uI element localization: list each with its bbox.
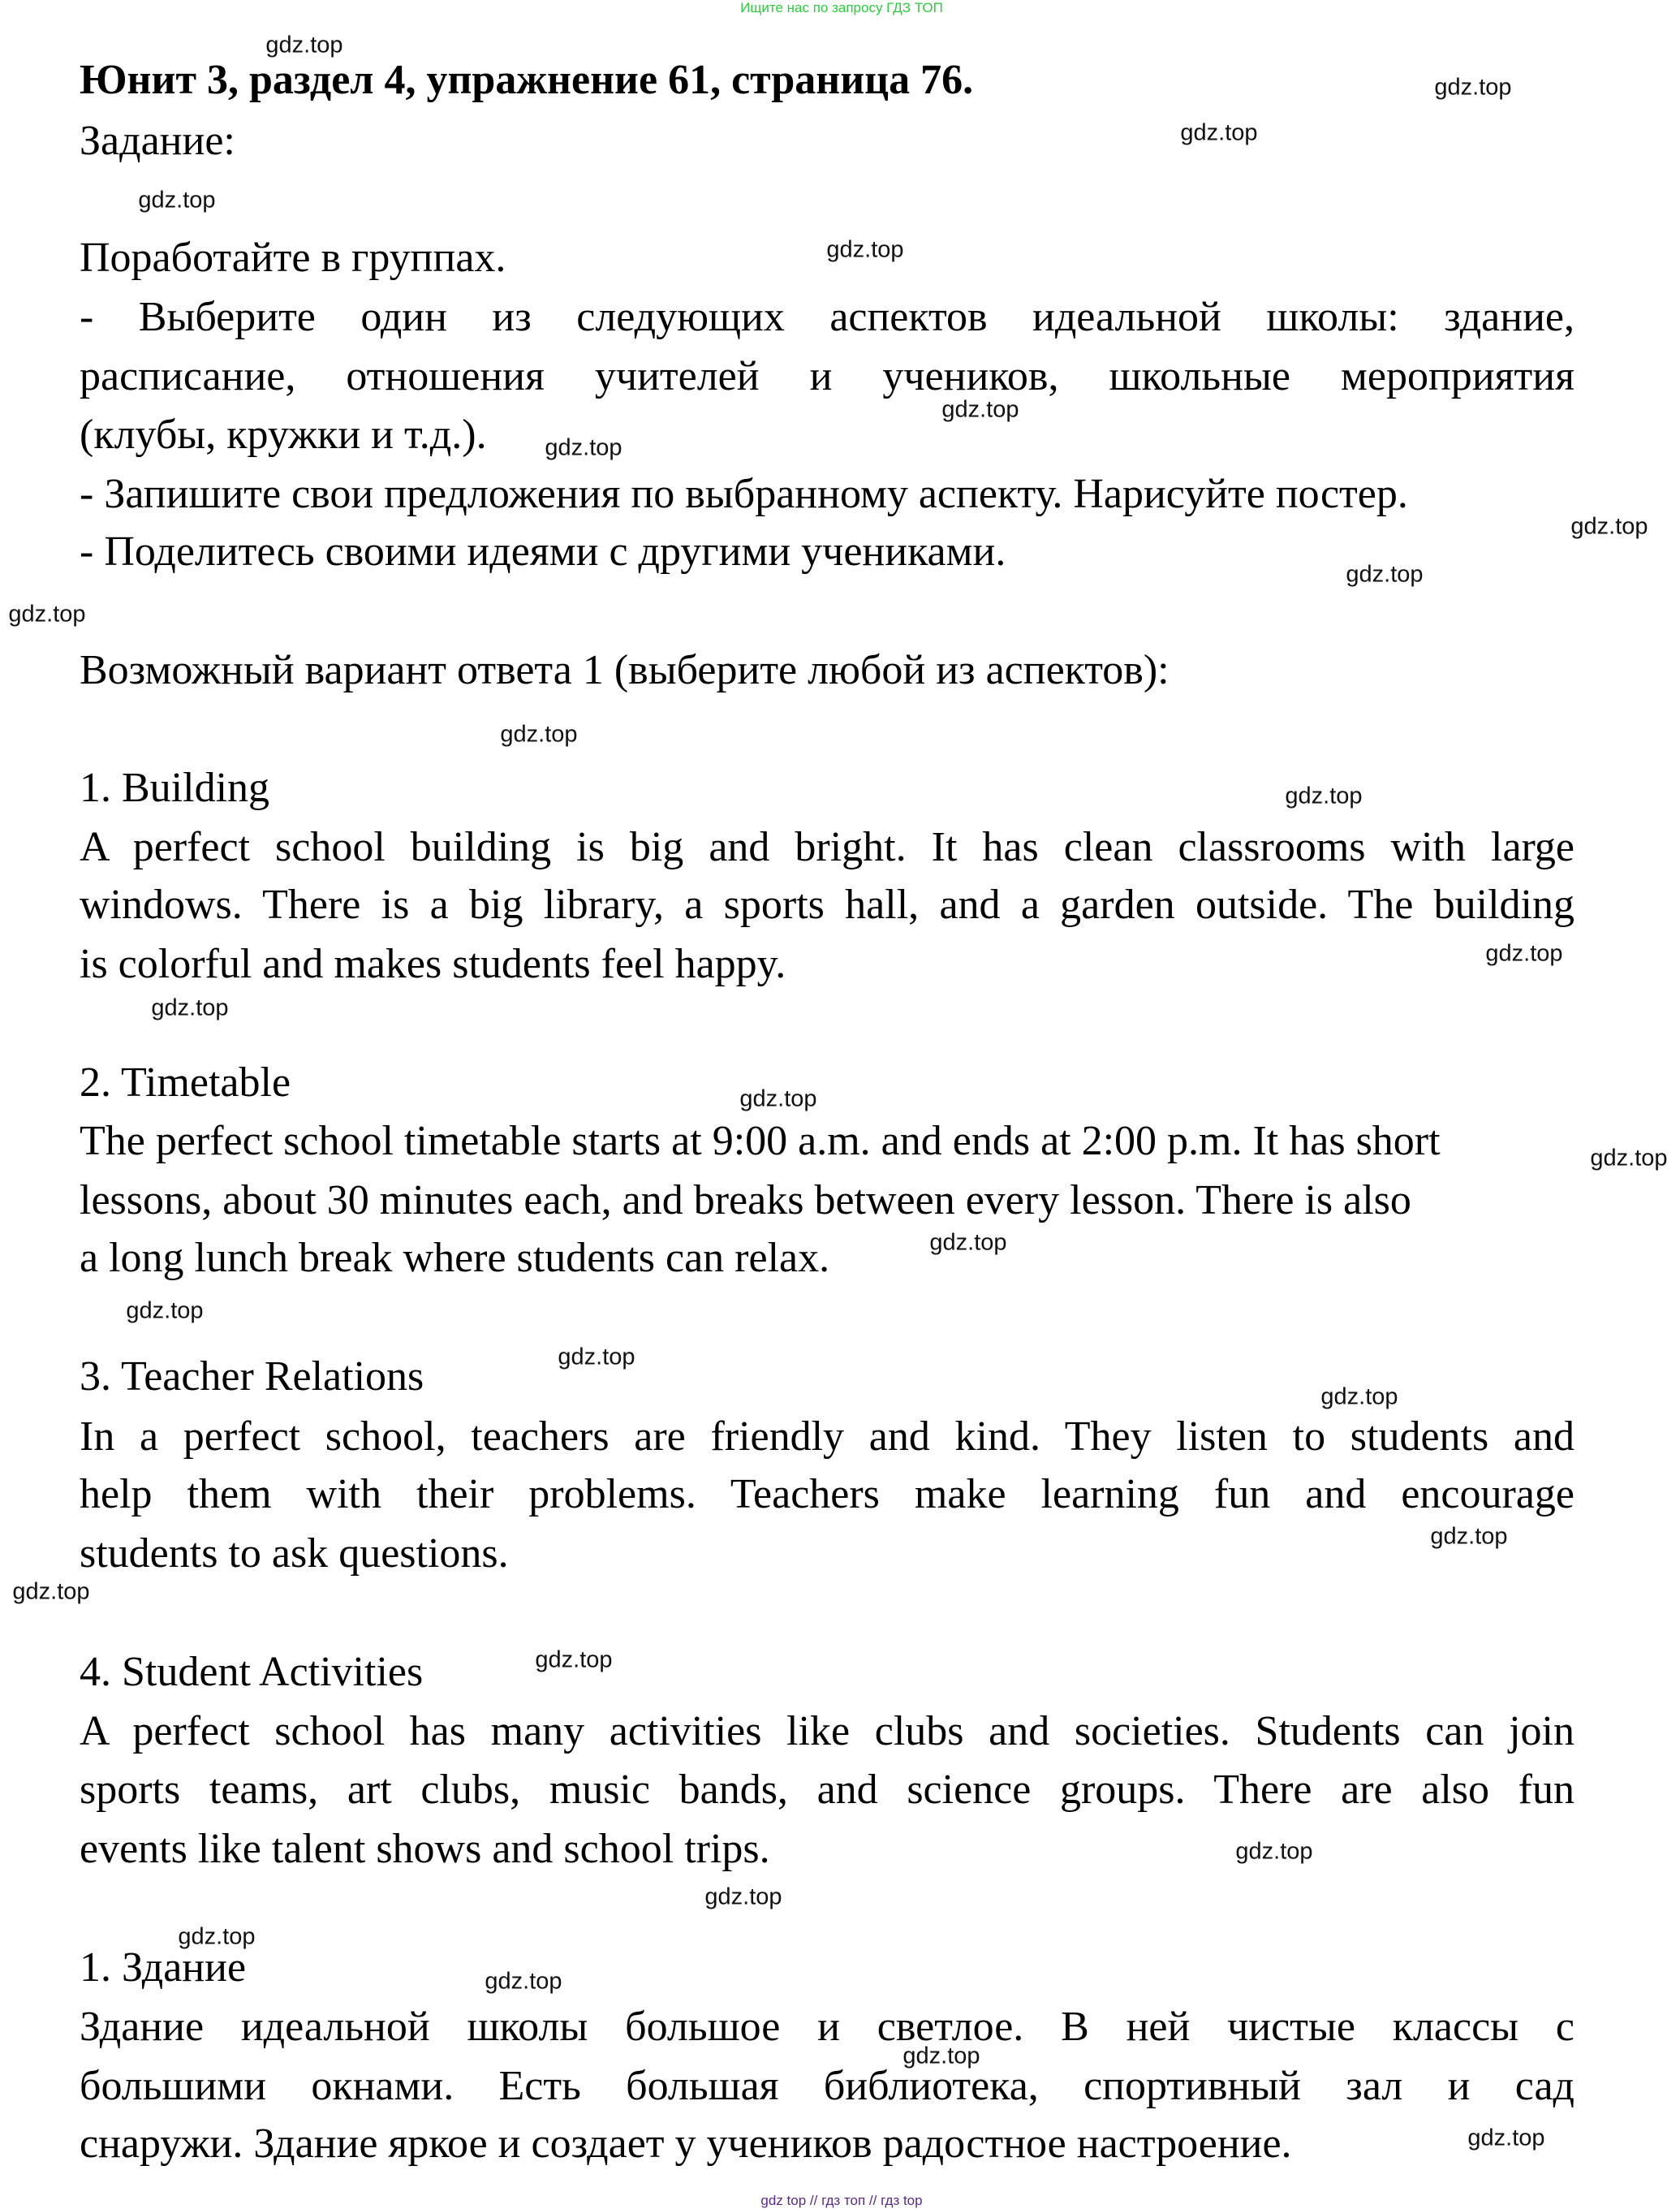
- watermark: gdz.top: [704, 1883, 782, 1910]
- watermark: gdz.top: [941, 396, 1019, 423]
- section-line: sports teams, art clubs, music bands, and science groups. There are also fun: [80, 1767, 1574, 1813]
- task-line: расписание, отношения учителей и учеников, школьные мероприятия: [80, 353, 1574, 399]
- section-line: снаружи. Здание яркое и создает у учеников радостное настроение.: [80, 2121, 1292, 2167]
- section-line: windows. There is a big library, a sports hall, and a garden outside. The building: [80, 882, 1574, 928]
- search-banner[interactable]: Ищите нас по запросу ГДЗ ТОП: [740, 0, 943, 15]
- watermark: gdz.top: [138, 187, 216, 214]
- section-line: The perfect school timetable starts at 9:00 a.m. and ends at 2:00 p.m. It has short: [80, 1118, 1441, 1164]
- section-line: In a perfect school, teachers are friendly and kind. They listen to students and: [80, 1413, 1574, 1460]
- watermark: gdz.top: [178, 1923, 256, 1950]
- watermark: gdz.top: [1467, 2125, 1545, 2151]
- section-line: students to ask questions.: [80, 1530, 509, 1577]
- watermark: gdz.top: [151, 994, 229, 1021]
- watermark: gdz.top: [558, 1344, 635, 1370]
- section-line: Здание идеальной школы большое и светлое. В ней чистые классы с: [80, 2004, 1574, 2050]
- answer-heading: Возможный вариант ответа 1 (выберите любой из аспектов):: [80, 647, 1170, 693]
- watermark: gdz.top: [1235, 1838, 1313, 1865]
- watermark: gdz.top: [12, 1578, 90, 1605]
- section-line: lessons, about 30 minutes each, and breaks between every lesson. There is also: [80, 1177, 1411, 1223]
- watermark: gdz.top: [545, 434, 622, 461]
- watermark: gdz.top: [500, 721, 578, 748]
- watermark: gdz.top: [1285, 783, 1363, 809]
- watermark: gdz.top: [485, 1968, 562, 1995]
- section-line: большими окнами. Есть большая библиотека, спортивный зал и сад: [80, 2063, 1574, 2109]
- section-line: a long lunch break where students can relax.: [80, 1235, 830, 1281]
- section-title: 2. Timetable: [80, 1059, 291, 1106]
- section-title: 3. Teacher Relations: [80, 1353, 424, 1400]
- task-line: (клубы, кружки и т.д.).: [80, 412, 487, 458]
- watermark: gdz.top: [1485, 940, 1563, 967]
- section-title: 1. Здание: [80, 1944, 247, 1991]
- watermark: gdz.top: [1430, 1523, 1508, 1550]
- section-line: help them with their problems. Teachers make learning fun and encourage: [80, 1471, 1574, 1517]
- watermark: gdz.top: [826, 236, 904, 263]
- task-intro: Поработайте в группах.: [80, 235, 506, 281]
- section-line: events like talent shows and school trips.: [80, 1826, 770, 1872]
- watermark: gdz.top: [8, 601, 86, 628]
- task-line: - Выберите один из следующих аспектов идеальной школы: здание,: [80, 294, 1574, 340]
- footer-links[interactable]: gdz top // гдз топ // гдз top: [760, 2193, 923, 2208]
- page-title: Юнит 3, раздел 4, упражнение 61, страница 76.: [80, 57, 974, 103]
- watermark: gdz.top: [929, 1229, 1007, 1256]
- watermark: gdz.top: [1320, 1383, 1398, 1410]
- section-line: A perfect school has many activities like clubs and societies. Students can join: [80, 1708, 1574, 1754]
- section-line: A perfect school building is big and bright. It has clean classrooms with large: [80, 824, 1574, 870]
- task-line: - Поделитесь своими идеями с другими учениками.: [80, 529, 1006, 575]
- watermark: gdz.top: [1180, 119, 1258, 146]
- watermark: gdz.top: [1590, 1145, 1668, 1171]
- section-line: is colorful and makes students feel happy.: [80, 941, 786, 987]
- watermark: gdz.top: [1346, 561, 1424, 588]
- task-label: Задание:: [80, 118, 235, 164]
- watermark: gdz.top: [739, 1085, 817, 1112]
- watermark: gdz.top: [126, 1297, 204, 1324]
- task-line: - Запишите свои предложения по выбранному аспекту. Нарисуйте постер.: [80, 471, 1408, 517]
- watermark: gdz.top: [535, 1646, 613, 1673]
- section-title: 1. Building: [80, 765, 270, 811]
- watermark: gdz.top: [1570, 513, 1648, 540]
- watermark: gdz.top: [902, 2043, 980, 2069]
- section-title: 4. Student Activities: [80, 1649, 424, 1695]
- watermark: gdz.top: [1434, 74, 1512, 101]
- watermark: gdz.top: [265, 32, 343, 58]
